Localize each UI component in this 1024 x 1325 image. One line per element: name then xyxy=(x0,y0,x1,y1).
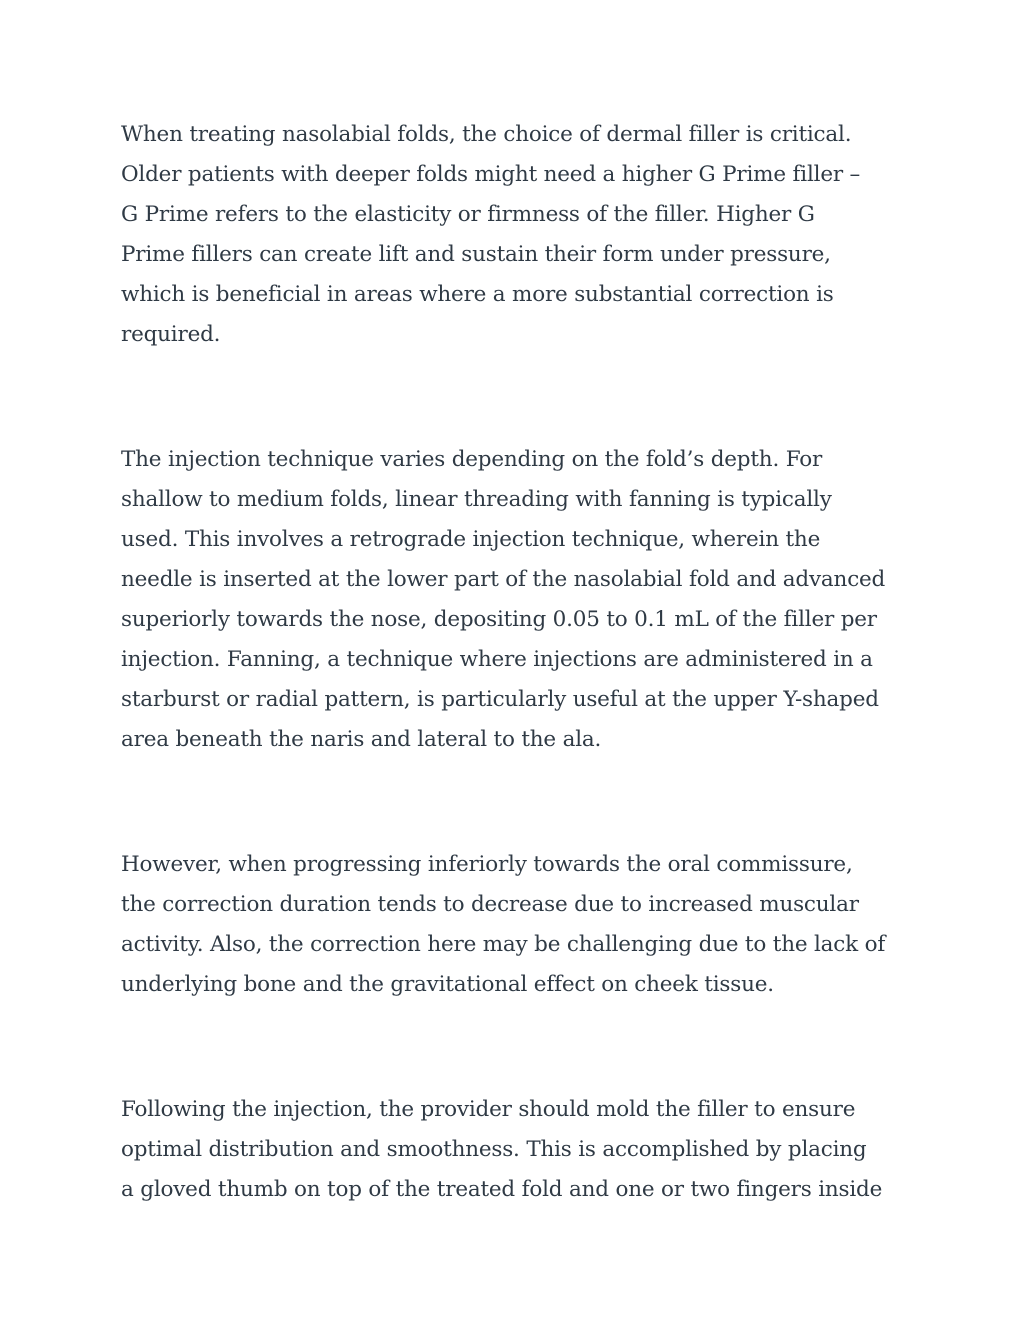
text-line: required. xyxy=(121,322,221,347)
text-line: superiorly towards the nose, depositing 0.05 to 0.1 mL of the filler per xyxy=(121,607,877,632)
text-line: used. This involves a retrograde injection technique, wherein the xyxy=(121,527,821,552)
text-line: injection. Fanning, a technique where injections are administered in a xyxy=(121,647,873,672)
text-line: The injection technique varies depending on the fold’s depth. For xyxy=(121,447,823,472)
paragraph-injection-technique xyxy=(121,440,911,760)
text-line: activity. Also, the correction here may be challenging due to the lack of xyxy=(121,932,886,957)
text-line: area beneath the naris and lateral to the ala. xyxy=(121,727,602,752)
text-line: Older patients with deeper folds might need a higher G Prime filler – xyxy=(121,162,861,187)
text-line: which is beneficial in areas where a more substantial correction is xyxy=(121,282,834,307)
text-line: needle is inserted at the lower part of the nasolabial fold and advanced xyxy=(121,567,886,592)
text-line: G Prime refers to the elasticity or firmness of the filler. Higher G xyxy=(121,202,815,227)
text-line: However, when progressing inferiorly towards the oral commissure, xyxy=(121,852,853,877)
text-line: When treating nasolabial folds, the choice of dermal filler is critical. xyxy=(121,122,852,147)
text-line: the correction duration tends to decrease due to increased muscular xyxy=(121,892,859,917)
text-line: a gloved thumb on top of the treated fold and one or two fingers inside xyxy=(121,1177,883,1202)
paragraph-filler-choice xyxy=(121,115,911,355)
text-line: Following the injection, the provider should mold the filler to ensure xyxy=(121,1097,856,1122)
paragraph-oral-commissure xyxy=(121,845,911,1005)
text-line: optimal distribution and smoothness. This is accomplished by placing xyxy=(121,1137,867,1162)
text-line: underlying bone and the gravitational effect on cheek tissue. xyxy=(121,972,774,997)
paragraph-molding xyxy=(121,1090,911,1210)
text-line: starburst or radial pattern, is particularly useful at the upper Y-shaped xyxy=(121,687,879,712)
text-line: shallow to medium folds, linear threading with fanning is typically xyxy=(121,487,832,512)
text-line: Prime fillers can create lift and sustain their form under pressure, xyxy=(121,242,831,267)
